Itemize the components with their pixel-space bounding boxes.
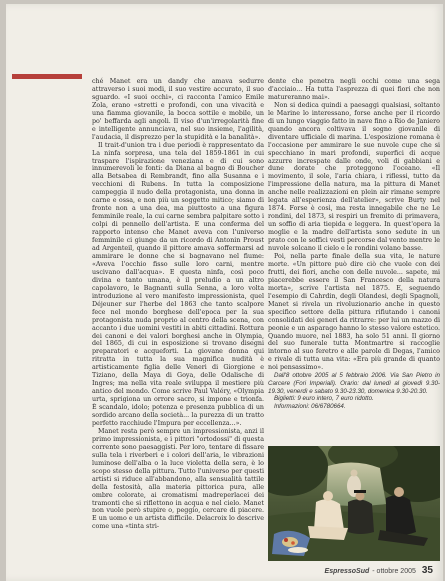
page-number: 35 bbox=[421, 565, 433, 576]
exhibition-info: Dall'8 ottobre 2005 al 5 febbraio 2006. Via San Pietro in Carcere (Fori Imperiali). Orario: dal lunedì al giovedì 9.30-19.30, venerdì e sabato 9.30-23.30, domenica 9.30-20.30. bbox=[268, 372, 440, 395]
right-column bbox=[268, 78, 440, 441]
magazine-page bbox=[6, 4, 443, 581]
article-paragraph: dente che penetra negli occhi come una sega d'acciaio... Ha tutta l'asprezza di quei fiori che non matureranno mai». bbox=[268, 78, 440, 101]
article-paragraph: Non si dedica quindi a paesaggi qualsiasi, soltanto le Marine lo interessano, forse anche per il ricordo di un lungo viaggio fatto in nave fino a Rio de Janiero quando ancora coltivava il sogno giovanile di diventare ufficiale di marina. L'esposizione romana è l'occasione per ammirare le sue nuvole cupe che si specchiano in mari profondi, superfici di acque azzurre increspate dalle onde, voli di gabbiani e dune dorate che proteggono l'oceano. «Il movimento, il sole, l'aria chiara, i riflessi, tutto da l'impressione della natura, ma la pittura di Manet anche nelle realizzazioni en plein air rimane sempre legata all'esperienza dell'atelier», scrive Burty nel 1874. Forse è così, ma resta innegabile che ne Le rondini, del 1873, si respiri un fremito di primavera, un soffio di aria tiepida e leggera. In quest'opera la moglie e la madre dell'artista sono sedute in un prato con le soffici vesti percorse dal vento mentre le nuvole solcano il cielo e le rondini volano basse. bbox=[268, 101, 440, 253]
ticket-info: Biglietti: 9 euro intero, 7 euro ridotto. bbox=[274, 395, 374, 403]
page-footer bbox=[325, 565, 433, 576]
article-paragraph: Il trait-d'union tra i due periodi è rappresentato da La ninfa sorpresa, una tela del 1859-1861 in cui traspare l'ispirazione veneziana e di cui sono innumerevoli le fonti: da Diana al bagno di Boucher alla Betsabea di Rembrandt, fino alla Susanna e i vecchioni di Rubens. In tutta la composizione campeggia il nudo della protagonista, una donna in carne e ossa, e non più un soggetto mitico; siamo di fronte non a una dea, ma piuttosto a una figura femminile reale, la cui carne sembra palpitare sotto i colpi di pennello dell'artista. E una conferma del rapporto intenso che Manet aveva con l'universo femminile ci giunge da un ricordo di Antonin Proust ad Argenteil, quando il pittore amava soffermarsi ad ammirare le donne che si bagnavano nel fiume: «Aveva l'occhio fisso sulle loro carni, mentre uscivano dall'acqua». E questa ninfa, così poco divina e tanto umana, è il preludio a un altro capolavoro, le Bagnanti sulla Senna, a loro volta introduzione al vero manifesto impressionista, quel Déjeuner sur l'herbe del 1863 che tanto scalpore fece nel mondo borghese dell'epoca per la sua protagonista nuda proprio al centro della scena, con accanto i due uomini vestiti in abiti cittadini. Rottura dei canoni e dei valori borghesi anche in Olympia, del 1865, di cui in esposizione si trovano disegni preparatori e acqueforti. La giovane donna qui ritratta in tutta la sua magnifica nudità è artisticamente figlia delle Veneri di Giorgione e Tiziano, della Maya di Goya, delle Odalische di Ingres; ma nella vita reale sviluppa il mestiere più antico del mondo. Come scrive Paul Valéry, «Olympia urta, sprigiona un orrore sacro, si impone e trionfa. È scandalo, idolo; potenza e presenza pubblica di un sordido arcano della società... la purezza di un tratto perfetto racchiude l'Impura per eccellenza...». bbox=[92, 141, 264, 427]
accent-rule bbox=[12, 74, 82, 79]
article-paragraph: ché Manet era un dandy che amava sedurre attraverso i suoi modi, il suo vestire accurato, il suo sguardo. «I suoi occhi», ci racconta l'amico Emile Zola, erano «stretti e profondi, con una vivacità e una fiamma giovanile, la bocca sottile e mobile, un po' beffarda agli angoli. Il viso d'un'irregolarità fine e intelligente annunciava, nel suo insieme, l'agilità, l'audacia, il disprezzo per la stupidità e la banalità». bbox=[92, 78, 264, 141]
issue-date: - ottobre 2005 bbox=[372, 568, 416, 575]
contact-info: Informazioni: 06/6780664. bbox=[274, 403, 346, 411]
article-paragraph: Poi, nella parte finale della sua vita, le nature morte. «Un pittore può dire ciò che vuole con dei frutti, dei fiori, anche con delle nuvole... sapete, mi piacerebbe essere il San Francesco della natura morta», scrive l'artista nel 1875. E, seguendo l'esempio di Cahrdin, degli Olandesi, degli Spagnoli, Manet si rivela un rivoluzionario anche in questo specifico settore della pittura rifiutando i canoni consolidati dei generi da ritrarre: per lui un mazzo di peonie e un asparago hanno lo stesso valore estetico. Quando muore, nel 1883, ha solo 51 anni. Il giorno del suo funerale tutta Montmartre si raccoglie intorno al suo feretro e alle parole di Degas, l'amico e rivale di tutta una vita: «Era più grande di quanto noi pensassimo». bbox=[268, 252, 440, 372]
left-column bbox=[92, 78, 264, 573]
painting-image bbox=[268, 446, 440, 561]
magazine-name: EspressoSud bbox=[324, 568, 370, 575]
dejeuner-painting-illustration bbox=[268, 446, 440, 561]
article-paragraph: Manet resta però sempre un impressionista, anzi il primo impressionista, e i pittori "ortodossi" di questa corrente sono paesaggisti. Per loro, tentare di fissare sulla tela i riverberi e i colori dell'aria, le vibrazioni luminose dell'alba o la luce violetta della sera, è lo scopo stesso della pittura. Tutto l'universo per questi artisti si riduce all'abbandono, alla sensualità tattile della festosità, alla materia pittorica pura, alle ombre colorate, ai cromatismi madreperlacei dei tramonti che si riflettono in acqua e nel cielo. Manet non vuole però stupire o, peggio, cercare di piacere. E un uomo e un artista difficile. Delacroix lo descrive come una «tinta stri- bbox=[92, 427, 264, 531]
